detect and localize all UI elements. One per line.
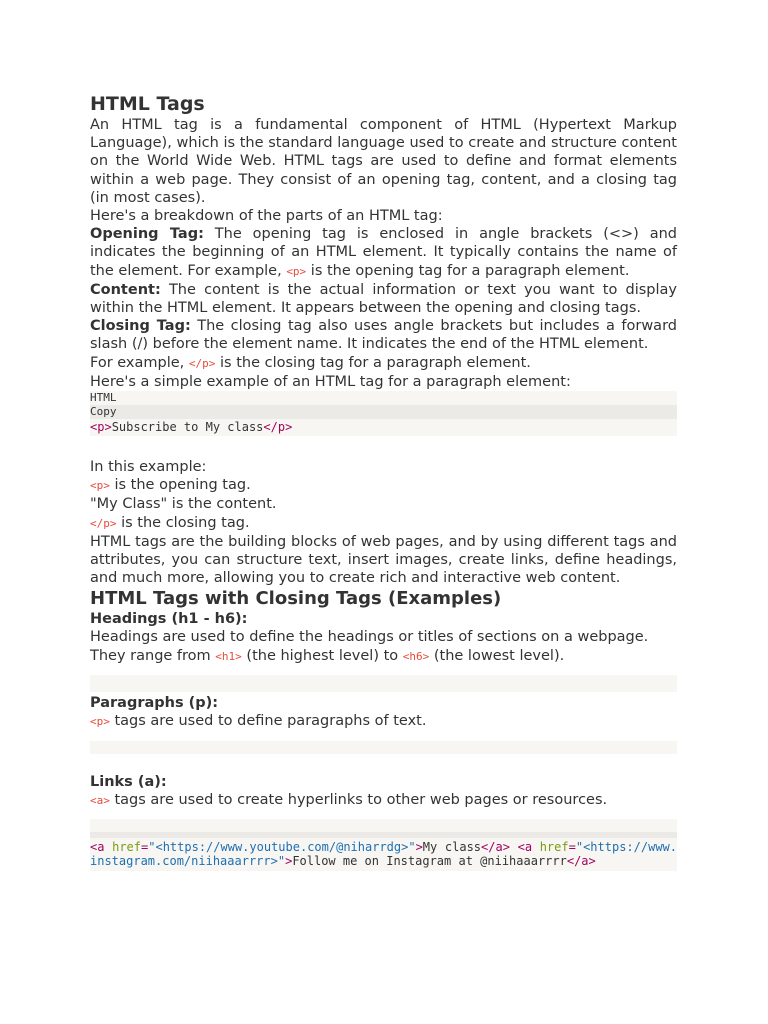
example-item-closing: </p> is the closing tag. (90, 514, 250, 531)
inline-code: <a> (90, 794, 110, 808)
inline-code: <p> (286, 264, 307, 278)
links-subtitle: Links (a): (90, 774, 167, 791)
intro-paragraph: An HTML tag is a fundamental component of HTML (Hypertext Markup Language), which is the standard language used to create and structure content on the World Wide Web. HTML tags are used to define and format elements within a web page. They consist of an opening tag, content, and a closing tag (in most cases). (90, 117, 677, 206)
inline-code: <h6> (402, 649, 430, 663)
closing-example-line: For example, </p> is the closing tag for a paragraph element. (90, 354, 531, 371)
in-example-line: In this example: (90, 459, 207, 476)
link-code-block: <a href="<https://www.youtube.com/@niharrdg>">My class</a> <a href="<https://www.instagram.com/niihaaarrrr>">Follow me on Instagram at @niihaaarrrr</a> (90, 838, 677, 871)
simple-example-line: Here's a simple example of an HTML tag for a paragraph element: (90, 373, 571, 390)
code-strip (90, 675, 677, 692)
copy-button[interactable]: Copy (90, 405, 677, 419)
headings-subtitle: Headings (h1 - h6): (90, 611, 248, 628)
content-paragraph: Content: The content is the actual information or text you want to display within the HTML element. It appears between the opening and closing tags. (90, 281, 677, 317)
page-title: HTML Tags (90, 93, 205, 115)
headings-range: They range from <h1> (the highest level) to <h6> (the lowest level). (90, 647, 565, 664)
links-description: <a> tags are used to create hyperlinks to other web pages or resources. (90, 792, 608, 809)
example-item-content: "My Class" is the content. (90, 496, 277, 513)
inline-code: <h1> (215, 649, 242, 663)
headings-description: Headings are used to define the headings or titles of sections on a webpage. (90, 629, 649, 646)
paragraphs-subtitle: Paragraphs (p): (90, 694, 219, 711)
building-blocks-paragraph: HTML tags are the building blocks of web pages, and by using different tags and attributes, you can structure text, insert images, create links, define headings, and much more, allowing you to create rich and interactive web content. (90, 533, 677, 587)
content-label: Content: (90, 281, 161, 298)
closing-tag-label: Closing Tag: (90, 318, 191, 335)
code-block-header (90, 819, 677, 832)
section-title: HTML Tags with Closing Tags (Examples) (90, 588, 502, 610)
code-line: <p>Subscribe to My class</p> (90, 420, 293, 435)
code-block (90, 391, 677, 436)
example-item-opening: <p> is the opening tag. (90, 477, 251, 494)
paragraphs-description: <p> tags are used to define paragraphs of text. (90, 712, 427, 729)
code-strip (90, 741, 677, 754)
inline-code: <p> (90, 479, 110, 493)
inline-code: </p> (188, 356, 216, 370)
article-content (90, 92, 677, 871)
inline-code: <p> (90, 714, 110, 728)
opening-tag-paragraph: Opening Tag: The opening tag is enclosed in angle brackets (<>) and indicates the beginning of an HTML element. It typically contains the name of the element. For example, <p> is the opening tag for a paragraph element. (90, 226, 677, 279)
code-language-label: HTML (90, 391, 117, 405)
breakdown-line: Here's a breakdown of the parts of an HTML tag: (90, 208, 443, 225)
inline-code: </p> (90, 516, 117, 530)
opening-tag-label: Opening Tag: (90, 226, 204, 243)
closing-tag-paragraph: Closing Tag: The closing tag also uses angle brackets but includes a forward slash (/) before the element name. It indicates the end of the HTML element. (90, 318, 677, 353)
